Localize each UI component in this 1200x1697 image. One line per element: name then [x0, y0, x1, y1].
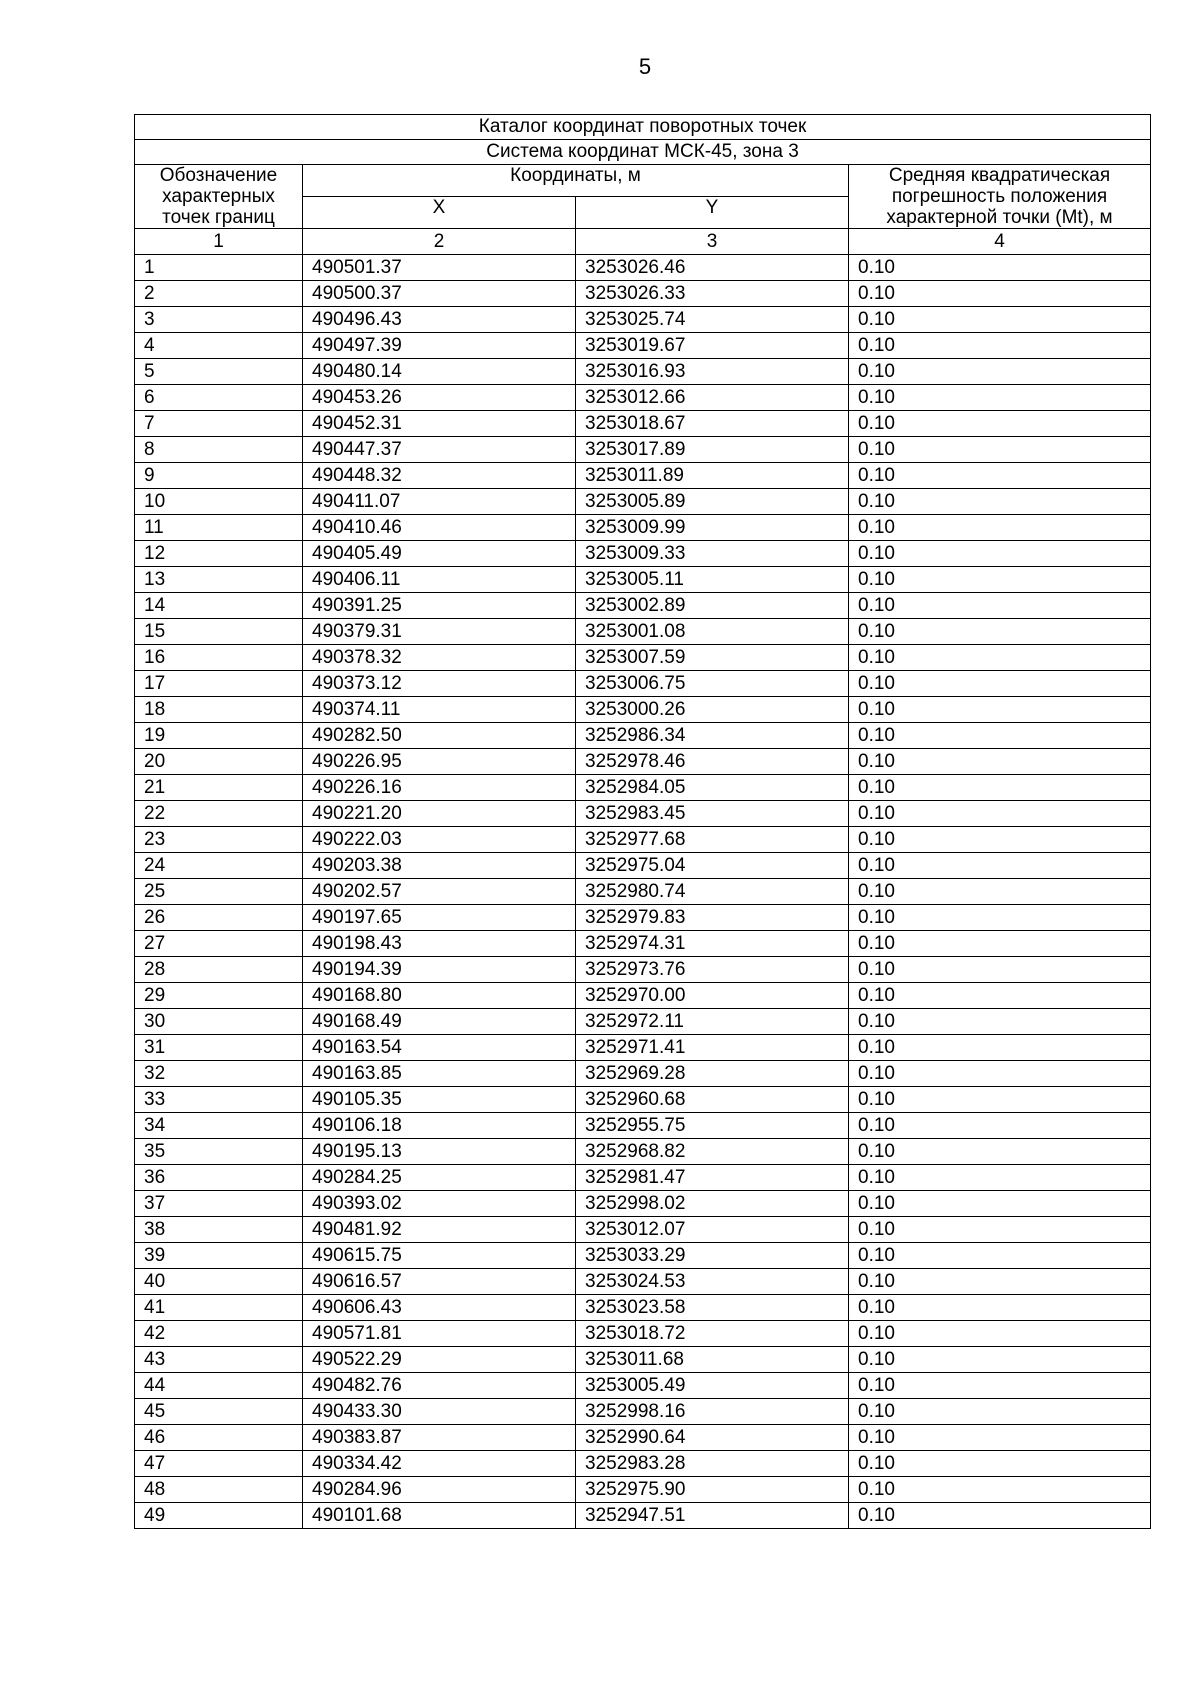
point-id-cell: 21 — [135, 775, 303, 801]
point-id-cell: 1 — [135, 255, 303, 281]
point-id-cell: 32 — [135, 1061, 303, 1087]
point-id-cell: 22 — [135, 801, 303, 827]
table-row — [135, 385, 1151, 411]
error-cell: 0.10 — [849, 489, 1151, 515]
error-cell: 0.10 — [849, 983, 1151, 1009]
y-coordinate-cell: 3253018.67 — [576, 411, 849, 437]
y-coordinate-cell: 3253016.93 — [576, 359, 849, 385]
table-body — [135, 255, 1151, 1529]
table-row — [135, 1139, 1151, 1165]
x-coordinate-cell: 490282.50 — [303, 723, 576, 749]
table-subtitle: Система координат МСК-45, зона 3 — [135, 140, 1151, 165]
table-row — [135, 1347, 1151, 1373]
point-id-cell: 36 — [135, 1165, 303, 1191]
y-coordinate-cell: 3253012.66 — [576, 385, 849, 411]
point-id-cell: 29 — [135, 983, 303, 1009]
header-y: Y — [576, 197, 849, 229]
table-row — [135, 1191, 1151, 1217]
x-coordinate-cell: 490334.42 — [303, 1451, 576, 1477]
x-coordinate-cell: 490163.85 — [303, 1061, 576, 1087]
y-coordinate-cell: 3253019.67 — [576, 333, 849, 359]
table-row — [135, 905, 1151, 931]
table-row — [135, 1009, 1151, 1035]
x-coordinate-cell: 490501.37 — [303, 255, 576, 281]
error-cell: 0.10 — [849, 1399, 1151, 1425]
x-coordinate-cell: 490284.25 — [303, 1165, 576, 1191]
x-coordinate-cell: 490194.39 — [303, 957, 576, 983]
error-cell: 0.10 — [849, 1139, 1151, 1165]
point-id-cell: 46 — [135, 1425, 303, 1451]
point-id-cell: 35 — [135, 1139, 303, 1165]
point-id-cell: 7 — [135, 411, 303, 437]
point-id-cell: 5 — [135, 359, 303, 385]
point-id-cell: 27 — [135, 931, 303, 957]
table-row — [135, 541, 1151, 567]
table-row — [135, 671, 1151, 697]
table-row — [135, 645, 1151, 671]
error-cell: 0.10 — [849, 905, 1151, 931]
error-cell: 0.10 — [849, 827, 1151, 853]
point-id-cell: 3 — [135, 307, 303, 333]
table-row — [135, 1425, 1151, 1451]
y-coordinate-cell: 3253000.26 — [576, 697, 849, 723]
error-cell: 0.10 — [849, 879, 1151, 905]
y-coordinate-cell: 3253012.07 — [576, 1217, 849, 1243]
table-row — [135, 853, 1151, 879]
x-coordinate-cell: 490453.26 — [303, 385, 576, 411]
point-id-cell: 15 — [135, 619, 303, 645]
x-coordinate-cell: 490226.16 — [303, 775, 576, 801]
point-id-cell: 48 — [135, 1477, 303, 1503]
error-cell: 0.10 — [849, 1503, 1151, 1529]
x-coordinate-cell: 490500.37 — [303, 281, 576, 307]
point-id-cell: 41 — [135, 1295, 303, 1321]
error-cell: 0.10 — [849, 749, 1151, 775]
y-coordinate-cell: 3252975.90 — [576, 1477, 849, 1503]
error-cell: 0.10 — [849, 1061, 1151, 1087]
error-cell: 0.10 — [849, 541, 1151, 567]
x-coordinate-cell: 490393.02 — [303, 1191, 576, 1217]
table-row — [135, 983, 1151, 1009]
error-cell: 0.10 — [849, 1113, 1151, 1139]
table-row — [135, 437, 1151, 463]
table-row — [135, 359, 1151, 385]
error-cell: 0.10 — [849, 463, 1151, 489]
y-coordinate-cell: 3252981.47 — [576, 1165, 849, 1191]
error-cell: 0.10 — [849, 1321, 1151, 1347]
table-row — [135, 1243, 1151, 1269]
error-cell: 0.10 — [849, 1035, 1151, 1061]
table-row — [135, 489, 1151, 515]
point-id-cell: 39 — [135, 1243, 303, 1269]
error-cell: 0.10 — [849, 437, 1151, 463]
point-id-cell: 26 — [135, 905, 303, 931]
y-coordinate-cell: 3252983.28 — [576, 1451, 849, 1477]
x-coordinate-cell: 490411.07 — [303, 489, 576, 515]
error-cell: 0.10 — [849, 1451, 1151, 1477]
error-cell: 0.10 — [849, 1165, 1151, 1191]
y-coordinate-cell: 3252975.04 — [576, 853, 849, 879]
x-coordinate-cell: 490379.31 — [303, 619, 576, 645]
x-coordinate-cell: 490448.32 — [303, 463, 576, 489]
point-id-cell: 19 — [135, 723, 303, 749]
y-coordinate-cell: 3253005.49 — [576, 1373, 849, 1399]
point-id-cell: 6 — [135, 385, 303, 411]
y-coordinate-cell: 3253011.68 — [576, 1347, 849, 1373]
error-cell: 0.10 — [849, 697, 1151, 723]
point-id-cell: 17 — [135, 671, 303, 697]
x-coordinate-cell: 490522.29 — [303, 1347, 576, 1373]
y-coordinate-cell: 3253033.29 — [576, 1243, 849, 1269]
x-coordinate-cell: 490202.57 — [303, 879, 576, 905]
x-coordinate-cell: 490284.96 — [303, 1477, 576, 1503]
point-id-cell: 20 — [135, 749, 303, 775]
y-coordinate-cell: 3252998.02 — [576, 1191, 849, 1217]
x-coordinate-cell: 490616.57 — [303, 1269, 576, 1295]
y-coordinate-cell: 3253023.58 — [576, 1295, 849, 1321]
y-coordinate-cell: 3253006.75 — [576, 671, 849, 697]
x-coordinate-cell: 490405.49 — [303, 541, 576, 567]
table-row — [135, 567, 1151, 593]
error-cell: 0.10 — [849, 1347, 1151, 1373]
error-cell: 0.10 — [849, 411, 1151, 437]
y-coordinate-cell: 3253025.74 — [576, 307, 849, 333]
y-coordinate-cell: 3253009.33 — [576, 541, 849, 567]
subtitle-row — [135, 140, 1151, 165]
y-coordinate-cell: 3252977.68 — [576, 827, 849, 853]
table-row — [135, 1165, 1151, 1191]
y-coordinate-cell: 3252974.31 — [576, 931, 849, 957]
x-coordinate-cell: 490482.76 — [303, 1373, 576, 1399]
point-id-cell: 38 — [135, 1217, 303, 1243]
y-coordinate-cell: 3253024.53 — [576, 1269, 849, 1295]
table-row — [135, 333, 1151, 359]
point-id-cell: 18 — [135, 697, 303, 723]
x-coordinate-cell: 490447.37 — [303, 437, 576, 463]
x-coordinate-cell: 490222.03 — [303, 827, 576, 853]
error-cell: 0.10 — [849, 645, 1151, 671]
error-cell: 0.10 — [849, 723, 1151, 749]
point-id-cell: 12 — [135, 541, 303, 567]
column-number: 2 — [303, 229, 576, 255]
error-cell: 0.10 — [849, 853, 1151, 879]
page-number: 5 — [638, 54, 652, 79]
x-coordinate-cell: 490383.87 — [303, 1425, 576, 1451]
table-row — [135, 723, 1151, 749]
table-row — [135, 515, 1151, 541]
x-coordinate-cell: 490391.25 — [303, 593, 576, 619]
error-cell: 0.10 — [849, 281, 1151, 307]
y-coordinate-cell: 3252983.45 — [576, 801, 849, 827]
x-coordinate-cell: 490480.14 — [303, 359, 576, 385]
x-coordinate-cell: 490373.12 — [303, 671, 576, 697]
table-row — [135, 1087, 1151, 1113]
error-cell: 0.10 — [849, 1373, 1151, 1399]
table-row — [135, 1503, 1151, 1529]
column-number-row — [135, 229, 1151, 255]
y-coordinate-cell: 3252990.64 — [576, 1425, 849, 1451]
table-row — [135, 775, 1151, 801]
point-id-cell: 23 — [135, 827, 303, 853]
point-id-cell: 37 — [135, 1191, 303, 1217]
table-row — [135, 281, 1151, 307]
point-id-cell: 25 — [135, 879, 303, 905]
point-id-cell: 8 — [135, 437, 303, 463]
table-row — [135, 1295, 1151, 1321]
header-error: Средняя квадратическая погрешность положения характерной точки (Mt), м — [849, 165, 1151, 229]
column-number: 3 — [576, 229, 849, 255]
y-coordinate-cell: 3253002.89 — [576, 593, 849, 619]
x-coordinate-cell: 490496.43 — [303, 307, 576, 333]
header-row-top — [135, 165, 1151, 197]
y-coordinate-cell: 3252947.51 — [576, 1503, 849, 1529]
y-coordinate-cell: 3252960.68 — [576, 1087, 849, 1113]
y-coordinate-cell: 3253018.72 — [576, 1321, 849, 1347]
x-coordinate-cell: 490571.81 — [303, 1321, 576, 1347]
table-row — [135, 463, 1151, 489]
error-cell: 0.10 — [849, 359, 1151, 385]
y-coordinate-cell: 3253026.46 — [576, 255, 849, 281]
table-row — [135, 1061, 1151, 1087]
error-cell: 0.10 — [849, 333, 1151, 359]
point-id-cell: 9 — [135, 463, 303, 489]
y-coordinate-cell: 3253005.89 — [576, 489, 849, 515]
error-cell: 0.10 — [849, 957, 1151, 983]
point-id-cell: 4 — [135, 333, 303, 359]
point-id-cell: 49 — [135, 1503, 303, 1529]
table-row — [135, 1035, 1151, 1061]
x-coordinate-cell: 490410.46 — [303, 515, 576, 541]
x-coordinate-cell: 490226.95 — [303, 749, 576, 775]
error-cell: 0.10 — [849, 801, 1151, 827]
x-coordinate-cell: 490168.49 — [303, 1009, 576, 1035]
y-coordinate-cell: 3252984.05 — [576, 775, 849, 801]
error-cell: 0.10 — [849, 307, 1151, 333]
error-cell: 0.10 — [849, 931, 1151, 957]
table-row — [135, 827, 1151, 853]
x-coordinate-cell: 490168.80 — [303, 983, 576, 1009]
point-id-cell: 28 — [135, 957, 303, 983]
error-cell: 0.10 — [849, 1425, 1151, 1451]
title-row — [135, 115, 1151, 140]
error-cell: 0.10 — [849, 255, 1151, 281]
x-coordinate-cell: 490374.11 — [303, 697, 576, 723]
y-coordinate-cell: 3252955.75 — [576, 1113, 849, 1139]
table-row — [135, 1217, 1151, 1243]
error-cell: 0.10 — [849, 1217, 1151, 1243]
x-coordinate-cell: 490198.43 — [303, 931, 576, 957]
table-row — [135, 879, 1151, 905]
point-id-cell: 16 — [135, 645, 303, 671]
table-row — [135, 931, 1151, 957]
x-coordinate-cell: 490481.92 — [303, 1217, 576, 1243]
table-row — [135, 255, 1151, 281]
table-row — [135, 619, 1151, 645]
x-coordinate-cell: 490106.18 — [303, 1113, 576, 1139]
y-coordinate-cell: 3253026.33 — [576, 281, 849, 307]
point-id-cell: 40 — [135, 1269, 303, 1295]
table-row — [135, 1373, 1151, 1399]
point-id-cell: 42 — [135, 1321, 303, 1347]
y-coordinate-cell: 3252972.11 — [576, 1009, 849, 1035]
table-row — [135, 593, 1151, 619]
error-cell: 0.10 — [849, 1295, 1151, 1321]
error-cell: 0.10 — [849, 567, 1151, 593]
error-cell: 0.10 — [849, 1243, 1151, 1269]
x-coordinate-cell: 490197.65 — [303, 905, 576, 931]
x-coordinate-cell: 490497.39 — [303, 333, 576, 359]
point-id-cell: 11 — [135, 515, 303, 541]
error-cell: 0.10 — [849, 1087, 1151, 1113]
y-coordinate-cell: 3253005.11 — [576, 567, 849, 593]
y-coordinate-cell: 3253007.59 — [576, 645, 849, 671]
point-id-cell: 10 — [135, 489, 303, 515]
table-row — [135, 749, 1151, 775]
error-cell: 0.10 — [849, 385, 1151, 411]
coordinate-catalog-table — [134, 114, 1151, 1529]
table-row — [135, 307, 1151, 333]
point-id-cell: 13 — [135, 567, 303, 593]
table-row — [135, 1321, 1151, 1347]
point-id-cell: 44 — [135, 1373, 303, 1399]
y-coordinate-cell: 3252978.46 — [576, 749, 849, 775]
point-id-cell: 33 — [135, 1087, 303, 1113]
table-row — [135, 1269, 1151, 1295]
column-number: 1 — [135, 229, 303, 255]
point-id-cell: 34 — [135, 1113, 303, 1139]
table-row — [135, 1477, 1151, 1503]
y-coordinate-cell: 3253017.89 — [576, 437, 849, 463]
x-coordinate-cell: 490203.38 — [303, 853, 576, 879]
x-coordinate-cell: 490101.68 — [303, 1503, 576, 1529]
y-coordinate-cell: 3252973.76 — [576, 957, 849, 983]
error-cell: 0.10 — [849, 593, 1151, 619]
error-cell: 0.10 — [849, 1269, 1151, 1295]
error-cell: 0.10 — [849, 515, 1151, 541]
point-id-cell: 2 — [135, 281, 303, 307]
x-coordinate-cell: 490606.43 — [303, 1295, 576, 1321]
table-row — [135, 1451, 1151, 1477]
y-coordinate-cell: 3253009.99 — [576, 515, 849, 541]
y-coordinate-cell: 3253011.89 — [576, 463, 849, 489]
error-cell: 0.10 — [849, 1477, 1151, 1503]
y-coordinate-cell: 3252986.34 — [576, 723, 849, 749]
point-id-cell: 14 — [135, 593, 303, 619]
point-id-cell: 31 — [135, 1035, 303, 1061]
table-row — [135, 1113, 1151, 1139]
y-coordinate-cell: 3252979.83 — [576, 905, 849, 931]
table-row — [135, 957, 1151, 983]
table-row — [135, 411, 1151, 437]
error-cell: 0.10 — [849, 619, 1151, 645]
header-x: X — [303, 197, 576, 229]
point-id-cell: 47 — [135, 1451, 303, 1477]
x-coordinate-cell: 490406.11 — [303, 567, 576, 593]
x-coordinate-cell: 490163.54 — [303, 1035, 576, 1061]
header-point: Обозначение характерных точек границ — [135, 165, 303, 229]
y-coordinate-cell: 3253001.08 — [576, 619, 849, 645]
table-row — [135, 697, 1151, 723]
header-coords: Координаты, м — [303, 165, 849, 197]
error-cell: 0.10 — [849, 1009, 1151, 1035]
point-id-cell: 24 — [135, 853, 303, 879]
x-coordinate-cell: 490378.32 — [303, 645, 576, 671]
y-coordinate-cell: 3252971.41 — [576, 1035, 849, 1061]
y-coordinate-cell: 3252998.16 — [576, 1399, 849, 1425]
x-coordinate-cell: 490221.20 — [303, 801, 576, 827]
table-title: Каталог координат поворотных точек — [135, 115, 1151, 140]
error-cell: 0.10 — [849, 1191, 1151, 1217]
table-header — [135, 115, 1151, 255]
y-coordinate-cell: 3252980.74 — [576, 879, 849, 905]
x-coordinate-cell: 490452.31 — [303, 411, 576, 437]
column-number: 4 — [849, 229, 1151, 255]
error-cell: 0.10 — [849, 775, 1151, 801]
x-coordinate-cell: 490433.30 — [303, 1399, 576, 1425]
point-id-cell: 30 — [135, 1009, 303, 1035]
point-id-cell: 45 — [135, 1399, 303, 1425]
x-coordinate-cell: 490105.35 — [303, 1087, 576, 1113]
table-row — [135, 1399, 1151, 1425]
y-coordinate-cell: 3252970.00 — [576, 983, 849, 1009]
x-coordinate-cell: 490615.75 — [303, 1243, 576, 1269]
point-id-cell: 43 — [135, 1347, 303, 1373]
x-coordinate-cell: 490195.13 — [303, 1139, 576, 1165]
table-row — [135, 801, 1151, 827]
error-cell: 0.10 — [849, 671, 1151, 697]
y-coordinate-cell: 3252968.82 — [576, 1139, 849, 1165]
y-coordinate-cell: 3252969.28 — [576, 1061, 849, 1087]
